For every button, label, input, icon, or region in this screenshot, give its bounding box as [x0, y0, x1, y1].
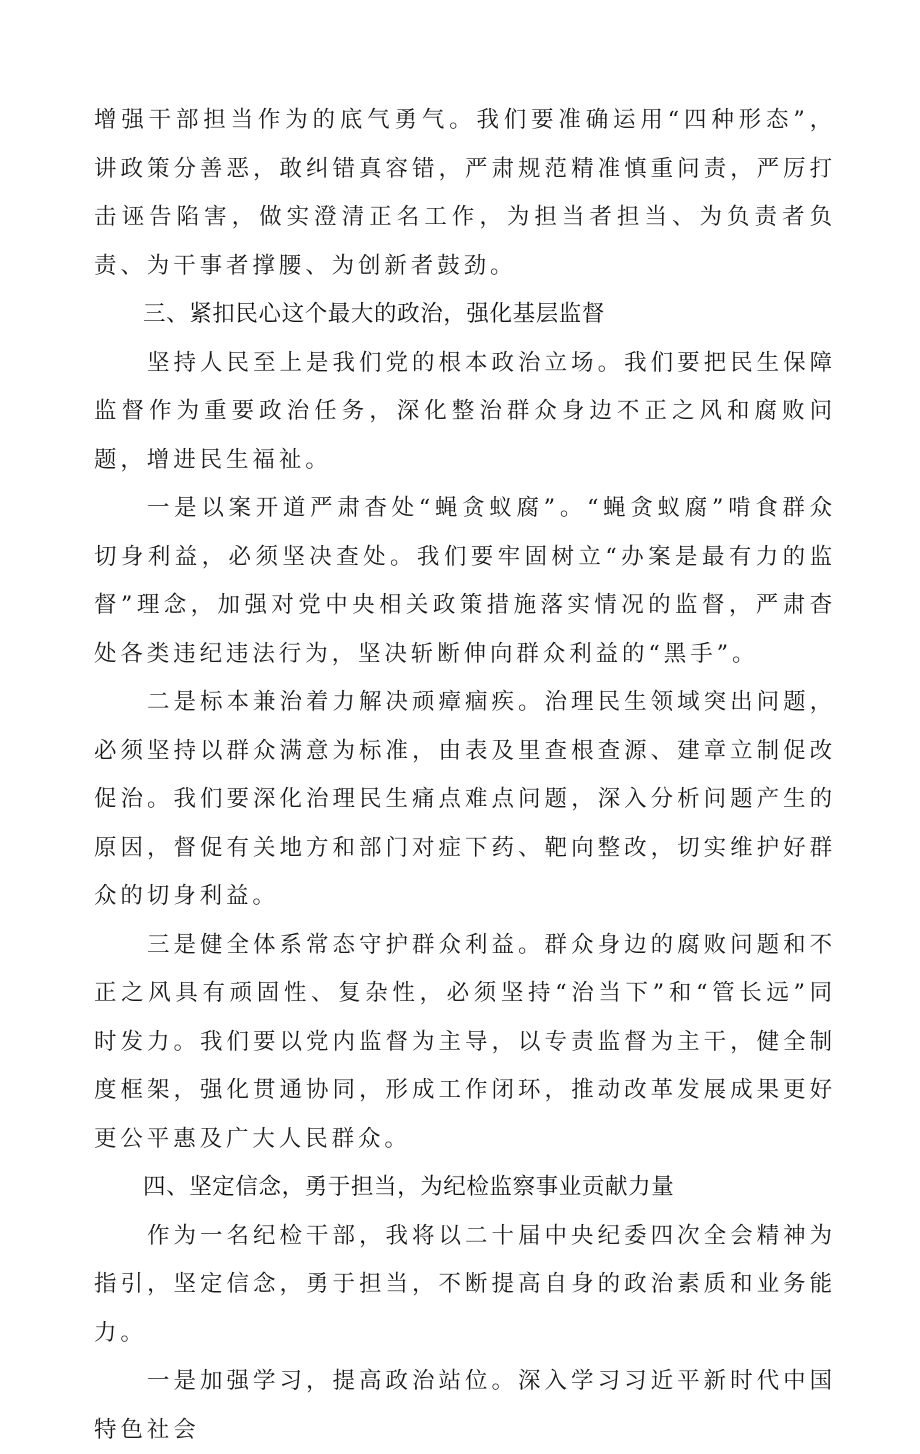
paragraph: 一是以案开道严肃杳处“蝇贪蚁腐”。“蝇贪蚁腐”啃食群众切身利益，必须坚决查处。我们要牢固树立“办案是最有力的监督”理念，加强对党中央相关政策措施落实情况的监督，严肃杳处各类违纪违法行为，坚决斩断伸向群众利益的“黑手”。	[94, 495, 836, 667]
paragraph-continuation: 增强干部担当作为的底气勇气。我们要准确运用“四种形态”，讲政策分善恶，敢纠错真容错，严肃规范精准慎重问责，严厉打击诬告陷害，做实澄清正名工作，为担当者担当、为负责者负责、为干事者撑腰、为创新者鼓劲。	[94, 107, 836, 279]
document-body	[94, 96, 836, 1454]
section-heading-four: 四、坚定信念，勇于担当，为纪检监察事业贡献力量	[143, 1174, 675, 1200]
paragraph: 坚持人民至上是我们党的根本政治立场。我们要把民生保障监督作为重要政治任务，深化整治群众身边不正之风和腐败问题，增进民生福祉。	[94, 349, 836, 473]
paragraph: 三是健全体系常态守护群众利益。群众身边的腐败问题和不正之风具有顽固性、复杂性，必须坚持“治当下”和“管长远”同时发力。我们要以党内监督为主导，以专责监督为主干，健全制度框架，强化贯通协同，形成工作闭环，推动改革发展成果更好更公平惠及广大人民群众。	[94, 931, 836, 1152]
paragraph: 作为一名纪检干部，我将以二十届中央纪委四次全会精神为指引，坚定信念，勇于担当，不断提高自身的政治素质和业务能力。	[94, 1222, 836, 1346]
section-heading-three: 三、紧扣民心这个最大的政治，强化基层监督	[143, 301, 606, 327]
paragraph: 一是加强学习，提高政治站位。深入学习习近平新时代中国特色社会	[94, 1368, 836, 1443]
paragraph: 二是标本兼治着力解决顽瘴痼疾。治理民生领域突出问题，必须坚持以群众满意为标准，由表及里查根查源、建章立制促改促治。我们要深化治理民生痛点难点问题，深入分析问题产生的原因，督促有关地方和部门对症下药、靶向整改，切实维护好群众的切身利益。	[94, 689, 836, 909]
